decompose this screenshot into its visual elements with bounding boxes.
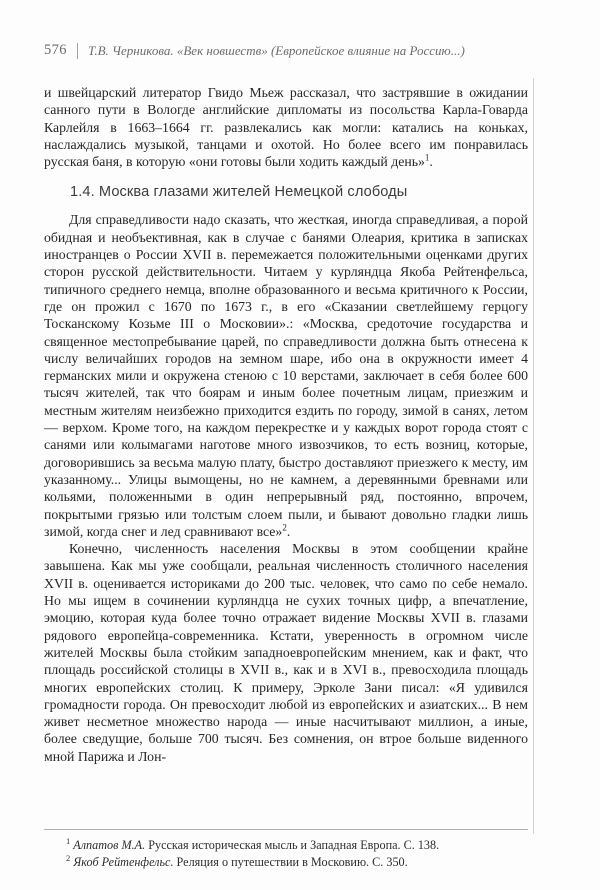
footnote-marker-1: 1 (66, 835, 71, 846)
running-header (44, 42, 538, 59)
footnote-text-1: Русская историческая мысль и Западная Европа. С. 138. (145, 838, 440, 852)
footnotes-block (44, 829, 528, 870)
footnote-ref-2: 2 (282, 522, 287, 533)
paragraph-population: Конечно, численность населения Москвы в этом сообщении крайне завышена. Как мы уже сообщали, реальная численность столичного населения XVII в. оценивается историками до 200 тыс. человек, что само по себе немало. Но мы ищем в сочинении курляндца не сухих точных цифр, а впечатление, эмоцию, которая куда более точно отражает видение Москвы XVII в. глазами рядового европейца-современника. Кстати, уверенность в огромном числе жителей Москвы была стойким западноевропейским мнением, как и факт, что площадь российской столицы в XVII в., как и в XVI в., превосходила площадь многих европейских столиц. К примеру, Эрколе Зани писал: «Я удивился громадности города. Он превосходит любой из европейских и азиатских... В нем живет несметное множество народа — иные насчитывают миллион, а иные, более сведущие, больше 700 тысяч. Без сомнения, он втрое больше виденного мной Парижа и Лон- (44, 541, 528, 764)
paragraph-text: Для справедливости надо сказать, что жесткая, иногда справедливая, а порой обидная и необъективная, как в случае с банями Олеария, критика в записках иностранцев о России XVII в. перемежается положительными оценками других сторон русской действительности. Читаем у курляндца Якоба Рейтенфельса, типичного среднего немца, вполне образованного и весьма критичного к России, где он прожил с 1670 по 1673 г., в его «Сказании светлейшему герцогу Тосканскому Козьме III о Московии».: «Москва, средоточие государства и священное местопребывание царей, по справедливости должна быть отнесена к числу величайших городов на земном шаре, ибо она в окружности имеет 4 германских мили и окружена стеною с 10 верстами, заключает в себя более 600 тысяч жителей, так что боярам и иным более почетным лицам, приезжим и местным жителям неизбежно приходится ездить по городу, зимой в санях, летом — верхом. Кроме того, на каждом перекрестке и у каждых ворот города стоят с санями или колымагами наготове много извозчиков, то есть возниц, которые, договорившись за весьма малую плату, быстро доставляют приезжего к месту, им указанному... Улицы вымощены, но не камнем, а деревянными бревнами или кольями, положенными в один непрерывный ряд, постоянно, впрочем, покрытыми грязью или толстым слоем пыли, и бывают довольно гладки лишь зимой, когда снег и лед сравнивают все» (44, 212, 528, 539)
header-divider (77, 43, 78, 59)
footnote-ref-1: 1 (424, 152, 430, 163)
paragraph-continuation (44, 84, 528, 170)
paragraph-reitenfels-quote (44, 211, 528, 540)
footnote-separator-line (44, 829, 528, 830)
footnote-author-1: Алпатов М.А. (73, 838, 146, 852)
footnote-1 (44, 837, 528, 854)
footnote-text-2: Реляция о путешествии в Московию. С. 350. (173, 854, 408, 869)
footnote-author-2: Якоб Рейтенфельс. (73, 854, 174, 869)
paragraph-text: и швейцарский литератор Гвидо Мьеж рассказал, что застрявшие в ожидании санного пути в Вологде английские дипломаты из посольства Карла-Говарда Карлейля в 1663–1664 гг. развлекались как могли: катались на коньках, наслаждались музыкой, танцами и охотой. Но более всего им понравилась русская баня, в которую «они готовы были ходить каждый день» (44, 85, 528, 170)
page-text (44, 84, 528, 765)
page-number: 576 (44, 42, 67, 58)
running-title: Т.В. Черникова. «Век новшеств» (Европейское влияние на Россию...) (87, 42, 465, 58)
footnote-marker-2: 2 (66, 852, 71, 863)
page-edge-line (533, 78, 534, 834)
paragraph-tail: . (286, 523, 291, 539)
footnote-2 (44, 854, 528, 871)
paragraph-tail: . (429, 154, 433, 170)
section-heading: 1.4. Москва глазами жителей Немецкой слободы (70, 184, 408, 201)
